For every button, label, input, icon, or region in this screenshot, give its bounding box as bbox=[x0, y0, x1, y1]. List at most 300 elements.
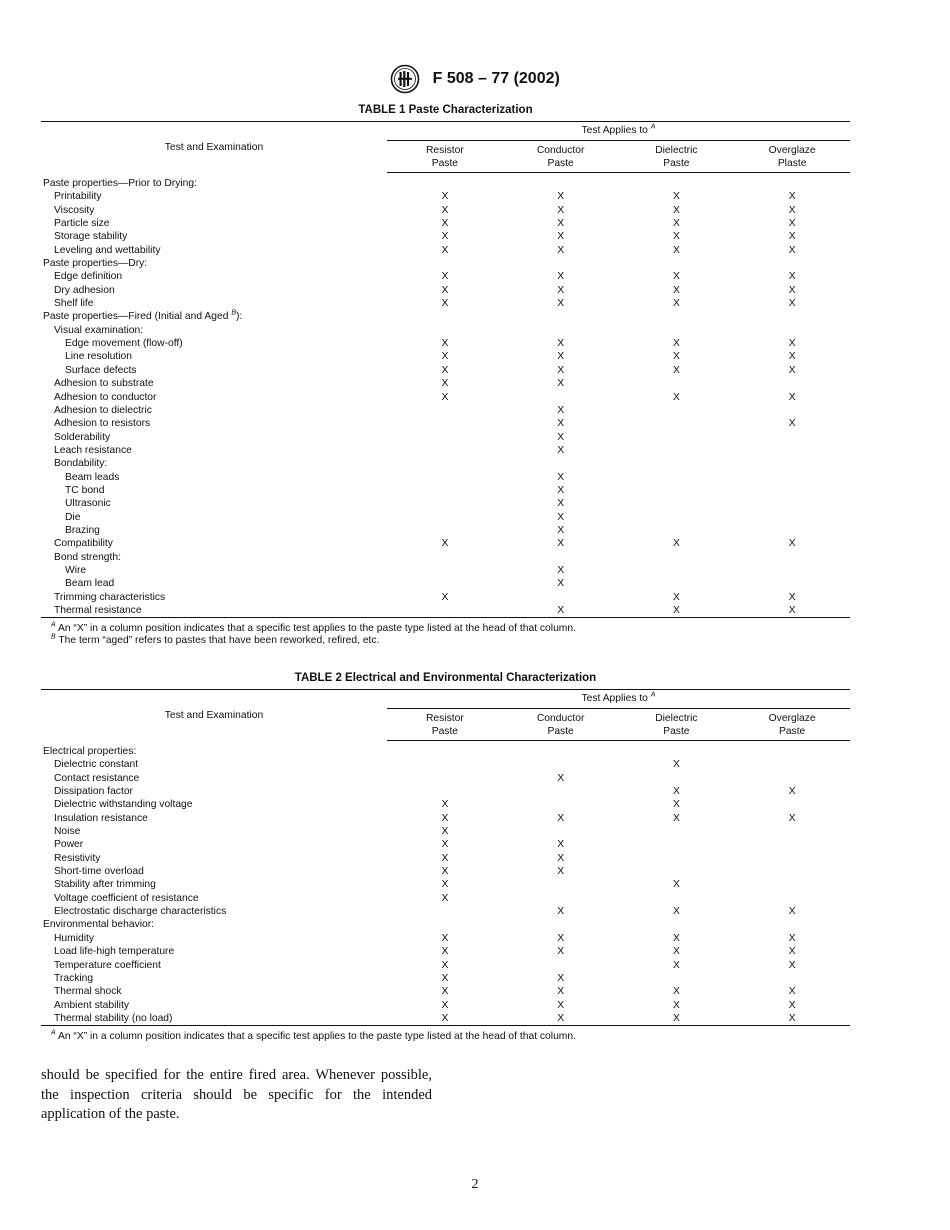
table-row bbox=[41, 364, 850, 377]
applies-mark bbox=[734, 497, 850, 510]
applies-mark: X bbox=[672, 932, 680, 944]
table-2 bbox=[41, 672, 850, 1043]
applies-mark bbox=[619, 892, 735, 905]
applies-mark: X bbox=[672, 204, 680, 216]
row-label: Thermal shock bbox=[54, 986, 122, 998]
row-label: TC bond bbox=[65, 484, 105, 496]
row-label: Electrostatic discharge characteristics bbox=[54, 906, 227, 918]
applies-mark: X bbox=[441, 946, 449, 958]
applies-mark: X bbox=[557, 218, 565, 230]
applies-mark bbox=[387, 524, 503, 537]
applies-mark: X bbox=[557, 418, 565, 430]
table-row bbox=[41, 852, 850, 865]
applies-mark: X bbox=[557, 404, 565, 416]
applies-mark: X bbox=[788, 338, 796, 350]
applies-mark bbox=[734, 431, 850, 444]
row-label: Edge movement (flow-off) bbox=[65, 338, 183, 350]
applies-mark: X bbox=[557, 244, 565, 256]
applies-mark: X bbox=[619, 1012, 735, 1026]
applies-mark: X bbox=[672, 538, 680, 550]
applies-mark bbox=[619, 417, 735, 430]
table-row bbox=[41, 972, 850, 985]
applies-mark bbox=[619, 741, 735, 759]
applies-mark bbox=[503, 785, 619, 798]
row-label: Resistivity bbox=[54, 852, 101, 864]
row-label: Temperature coefficient bbox=[54, 959, 161, 971]
applies-mark: X bbox=[672, 759, 680, 771]
applies-mark: X bbox=[557, 564, 565, 576]
applies-mark bbox=[503, 741, 619, 759]
applies-mark bbox=[734, 972, 850, 985]
applies-mark bbox=[387, 324, 503, 337]
applies-mark: X bbox=[788, 231, 796, 243]
applies-mark: X bbox=[557, 191, 565, 203]
applies-mark: X bbox=[557, 471, 565, 483]
row-label: Shelf life bbox=[54, 298, 94, 310]
applies-mark bbox=[619, 257, 735, 270]
applies-mark: X bbox=[672, 999, 680, 1011]
applies-mark: X bbox=[557, 511, 565, 523]
table-row bbox=[41, 244, 850, 257]
paste-column-header: Dielectric Paste bbox=[619, 709, 735, 741]
applies-mark bbox=[734, 825, 850, 838]
applies-mark bbox=[619, 484, 735, 497]
table-row bbox=[41, 350, 850, 363]
applies-mark bbox=[619, 511, 735, 524]
applies-mark bbox=[619, 173, 735, 191]
applies-mark: X bbox=[788, 538, 796, 550]
applies-mark: X bbox=[672, 986, 680, 998]
table-row bbox=[41, 878, 850, 891]
applies-mark: X bbox=[672, 879, 680, 891]
applies-mark: X bbox=[788, 391, 796, 403]
applies-mark: X bbox=[441, 932, 449, 944]
applies-mark bbox=[387, 444, 503, 457]
table-row bbox=[41, 551, 850, 564]
table-row bbox=[41, 297, 850, 310]
applies-mark: X bbox=[557, 972, 565, 984]
table-row bbox=[41, 431, 850, 444]
applies-mark: X bbox=[441, 538, 449, 550]
applies-mark bbox=[619, 444, 735, 457]
row-label: Beam leads bbox=[65, 471, 120, 483]
applies-mark: X bbox=[672, 364, 680, 376]
applies-mark: X bbox=[557, 444, 565, 456]
table-row bbox=[41, 577, 850, 590]
applies-mark bbox=[734, 838, 850, 851]
applies-mark bbox=[734, 524, 850, 537]
row-label: Adhesion to resistors bbox=[54, 418, 151, 430]
applies-mark bbox=[734, 564, 850, 577]
applies-mark: X bbox=[788, 986, 796, 998]
applies-mark bbox=[734, 892, 850, 905]
applies-mark bbox=[619, 772, 735, 785]
applies-mark: X bbox=[557, 772, 565, 784]
table-2-footnotes bbox=[41, 1031, 850, 1043]
applies-mark: X bbox=[557, 338, 565, 350]
applies-mark bbox=[387, 173, 503, 191]
row-label: Storage stability bbox=[54, 231, 128, 243]
applies-mark bbox=[734, 918, 850, 931]
row-label: Visual examination: bbox=[54, 324, 144, 336]
applies-mark: X bbox=[441, 298, 449, 310]
applies-mark: X bbox=[788, 591, 796, 603]
table-row bbox=[41, 310, 850, 323]
applies-mark: X bbox=[557, 431, 565, 443]
applies-mark bbox=[619, 324, 735, 337]
row-label: Humidity bbox=[54, 932, 95, 944]
applies-mark bbox=[503, 551, 619, 564]
applies-mark: X bbox=[441, 338, 449, 350]
applies-mark bbox=[387, 741, 503, 759]
row-label: Electrical properties: bbox=[43, 745, 137, 757]
applies-mark: X bbox=[788, 999, 796, 1011]
applies-mark bbox=[503, 324, 619, 337]
applies-mark: X bbox=[788, 271, 796, 283]
table-row bbox=[41, 511, 850, 524]
applies-mark bbox=[734, 772, 850, 785]
applies-mark: X bbox=[441, 826, 449, 838]
applies-mark bbox=[387, 417, 503, 430]
row-label: Paste properties—Dry: bbox=[43, 258, 148, 270]
applies-mark bbox=[734, 444, 850, 457]
table-row bbox=[41, 457, 850, 470]
applies-mark bbox=[619, 564, 735, 577]
applies-mark bbox=[503, 798, 619, 811]
row-label: Paste properties—Prior to Drying: bbox=[43, 177, 197, 189]
applies-mark: X bbox=[672, 946, 680, 958]
row-label: Thermal resistance bbox=[41, 604, 387, 618]
applies-mark: X bbox=[557, 298, 565, 310]
table-row bbox=[41, 217, 850, 230]
table-1-footnotes bbox=[41, 623, 850, 647]
applies-mark bbox=[734, 551, 850, 564]
document-designation: F 508 – 77 (2002) bbox=[432, 70, 560, 87]
applies-mark bbox=[619, 825, 735, 838]
applies-mark bbox=[619, 310, 735, 323]
table-row bbox=[41, 892, 850, 905]
table-row bbox=[41, 471, 850, 484]
table-row bbox=[41, 865, 850, 878]
row-label: Ultrasonic bbox=[65, 498, 111, 510]
table-row bbox=[41, 604, 850, 618]
table-row bbox=[41, 270, 850, 283]
row-label: Short-time overload bbox=[54, 866, 144, 878]
applies-mark bbox=[387, 404, 503, 417]
applies-mark: X bbox=[441, 999, 449, 1011]
row-label: Adhesion to dielectric bbox=[54, 404, 152, 416]
applies-mark: X bbox=[788, 351, 796, 363]
row-label: Adhesion to substrate bbox=[54, 378, 154, 390]
row-label: Viscosity bbox=[54, 204, 95, 216]
paste-column-header: Resistor Paste bbox=[387, 141, 503, 173]
paste-column-header: Overglaze Plaste bbox=[734, 141, 850, 173]
applies-mark bbox=[503, 310, 619, 323]
applies-mark bbox=[387, 918, 503, 931]
row-label: Die bbox=[65, 511, 81, 523]
applies-mark bbox=[503, 457, 619, 470]
applies-mark: X bbox=[788, 932, 796, 944]
applies-mark bbox=[734, 511, 850, 524]
applies-mark: X bbox=[557, 999, 565, 1011]
applies-mark: X bbox=[788, 418, 796, 430]
table-1-grid bbox=[41, 121, 850, 618]
applies-mark bbox=[503, 391, 619, 404]
applies-mark bbox=[387, 905, 503, 918]
table-row bbox=[41, 772, 850, 785]
table-row bbox=[41, 999, 850, 1012]
footnote: $^A$ An “X” in a column position indicates that a specific test applies to the paste type listed at the head of that column. bbox=[51, 1029, 576, 1043]
applies-mark bbox=[619, 838, 735, 851]
applies-mark bbox=[734, 257, 850, 270]
applies-mark: X bbox=[441, 284, 449, 296]
applies-mark: X bbox=[441, 972, 449, 984]
row-label: Insulation resistance bbox=[54, 812, 148, 824]
applies-mark: X bbox=[672, 906, 680, 918]
applies-mark: X bbox=[672, 244, 680, 256]
applies-mark: X bbox=[503, 1012, 619, 1026]
applies-mark: X bbox=[788, 959, 796, 971]
applies-mark: X bbox=[441, 204, 449, 216]
table-row bbox=[41, 257, 850, 270]
table-row bbox=[41, 404, 850, 417]
applies-mark: X bbox=[557, 524, 565, 536]
applies-mark: X bbox=[672, 284, 680, 296]
applies-mark bbox=[387, 604, 503, 618]
row-label: Leach resistance bbox=[54, 444, 132, 456]
applies-mark bbox=[503, 892, 619, 905]
applies-mark: X bbox=[672, 786, 680, 798]
test-column-header: Test and Examination bbox=[41, 690, 387, 741]
table-row bbox=[41, 798, 850, 811]
applies-mark: X bbox=[441, 591, 449, 603]
applies-mark: X bbox=[557, 866, 565, 878]
row-label: Adhesion to conductor bbox=[54, 391, 157, 403]
row-label: Bondability: bbox=[54, 458, 108, 470]
row-label: Paste properties—Fired (Initial and Aged $^B$): bbox=[43, 310, 243, 323]
applies-mark bbox=[503, 959, 619, 972]
applies-mark bbox=[619, 377, 735, 390]
row-label: Tracking bbox=[54, 972, 94, 984]
applies-mark: X bbox=[557, 932, 565, 944]
applies-mark: X bbox=[788, 218, 796, 230]
applies-mark: X bbox=[557, 986, 565, 998]
row-label: Leveling and wettability bbox=[54, 244, 161, 256]
row-label: Noise bbox=[54, 826, 81, 838]
applies-mark: X bbox=[557, 364, 565, 376]
applies-mark bbox=[387, 758, 503, 771]
paste-column-header: Dielectric Paste bbox=[619, 141, 735, 173]
row-label: Bond strength: bbox=[54, 551, 121, 563]
applies-mark bbox=[503, 878, 619, 891]
applies-mark: X bbox=[788, 786, 796, 798]
row-label: Dielectric withstanding voltage bbox=[54, 799, 193, 811]
applies-mark: X bbox=[557, 498, 565, 510]
table-2-grid bbox=[41, 689, 850, 1026]
table-row bbox=[41, 812, 850, 825]
applies-mark bbox=[619, 404, 735, 417]
applies-mark: X bbox=[672, 799, 680, 811]
applies-mark: X bbox=[557, 484, 565, 496]
applies-mark: X bbox=[441, 892, 449, 904]
applies-mark bbox=[619, 471, 735, 484]
table-row bbox=[41, 337, 850, 350]
applies-mark bbox=[619, 497, 735, 510]
applies-mark bbox=[734, 878, 850, 891]
applies-mark: X bbox=[788, 364, 796, 376]
applies-mark: X bbox=[672, 591, 680, 603]
applies-mark: X bbox=[557, 852, 565, 864]
applies-mark: X bbox=[557, 271, 565, 283]
applies-mark bbox=[619, 551, 735, 564]
table-row bbox=[41, 1012, 850, 1026]
applies-mark bbox=[619, 852, 735, 865]
applies-mark: X bbox=[672, 338, 680, 350]
table-row bbox=[41, 838, 850, 851]
applies-mark bbox=[619, 918, 735, 931]
page-header bbox=[0, 64, 950, 94]
applies-mark bbox=[734, 798, 850, 811]
applies-mark bbox=[734, 758, 850, 771]
table-row bbox=[41, 391, 850, 404]
applies-mark bbox=[734, 324, 850, 337]
applies-mark: X bbox=[788, 298, 796, 310]
applies-mark: X bbox=[734, 1012, 850, 1026]
applies-mark bbox=[503, 825, 619, 838]
table-row bbox=[41, 444, 850, 457]
applies-mark: X bbox=[441, 839, 449, 851]
applies-mark: X bbox=[788, 204, 796, 216]
applies-mark: X bbox=[557, 284, 565, 296]
applies-mark: X bbox=[441, 391, 449, 403]
footnote: $^A$ An “X” in a column position indicates that a specific test applies to the paste type listed at the head of that column. bbox=[51, 621, 576, 635]
applies-mark bbox=[387, 484, 503, 497]
row-label: Dissipation factor bbox=[54, 786, 133, 798]
applies-mark: X bbox=[441, 218, 449, 230]
table-row bbox=[41, 985, 850, 998]
applies-mark: X bbox=[557, 578, 565, 590]
table-row bbox=[41, 377, 850, 390]
table-row bbox=[41, 190, 850, 203]
applies-mark: X bbox=[672, 959, 680, 971]
paste-column-header: Resistor Paste bbox=[387, 709, 503, 741]
astm-logo-icon bbox=[390, 64, 420, 94]
table-row bbox=[41, 905, 850, 918]
body-line: the inspection criteria should be specific for the intended bbox=[41, 1086, 432, 1103]
applies-mark bbox=[619, 972, 735, 985]
table-row bbox=[41, 825, 850, 838]
page-number: 2 bbox=[471, 1177, 479, 1192]
table-row bbox=[41, 785, 850, 798]
applies-mark: X bbox=[441, 879, 449, 891]
table-row bbox=[41, 591, 850, 604]
applies-to-header: Test Applies to $^A$ bbox=[387, 690, 850, 709]
applies-mark bbox=[387, 257, 503, 270]
applies-mark bbox=[503, 591, 619, 604]
table-row bbox=[41, 741, 850, 759]
table-row bbox=[41, 918, 850, 931]
applies-mark: X bbox=[557, 204, 565, 216]
footnote: $^B$ The term “aged” refers to pastes that have been reworked, refired, etc. bbox=[51, 633, 380, 647]
row-label: Stability after trimming bbox=[54, 879, 156, 891]
applies-mark bbox=[734, 404, 850, 417]
table-row bbox=[41, 959, 850, 972]
applies-mark: X bbox=[672, 218, 680, 230]
table-row bbox=[41, 758, 850, 771]
row-label: Environmental behavior: bbox=[43, 919, 155, 931]
applies-mark bbox=[387, 785, 503, 798]
applies-mark: X bbox=[557, 946, 565, 958]
applies-mark: X bbox=[441, 364, 449, 376]
row-label: Particle size bbox=[54, 218, 110, 230]
table-row bbox=[41, 324, 850, 337]
applies-mark bbox=[387, 471, 503, 484]
applies-mark: X bbox=[441, 244, 449, 256]
applies-mark: X bbox=[441, 271, 449, 283]
row-label: Power bbox=[54, 839, 84, 851]
table-row bbox=[41, 417, 850, 430]
applies-mark: X bbox=[441, 812, 449, 824]
applies-mark: X bbox=[441, 986, 449, 998]
applies-mark bbox=[734, 457, 850, 470]
applies-mark: X bbox=[734, 604, 850, 618]
table-row bbox=[41, 945, 850, 958]
applies-mark bbox=[619, 457, 735, 470]
applies-mark bbox=[387, 310, 503, 323]
body-line: application of the paste. bbox=[41, 1106, 180, 1122]
applies-mark: X bbox=[557, 231, 565, 243]
applies-mark: X bbox=[788, 284, 796, 296]
row-label: Surface defects bbox=[65, 364, 137, 376]
applies-mark bbox=[387, 564, 503, 577]
applies-mark: X bbox=[387, 1012, 503, 1026]
applies-mark: X bbox=[557, 538, 565, 550]
table-row bbox=[41, 204, 850, 217]
row-label: Trimming characteristics bbox=[54, 591, 166, 603]
applies-mark bbox=[503, 918, 619, 931]
applies-mark bbox=[734, 471, 850, 484]
applies-mark: X bbox=[788, 191, 796, 203]
applies-mark bbox=[503, 758, 619, 771]
applies-mark: X bbox=[557, 839, 565, 851]
row-label: Load life-high temperature bbox=[54, 946, 175, 958]
applies-mark: X bbox=[441, 959, 449, 971]
row-label: Edge definition bbox=[54, 271, 123, 283]
applies-mark bbox=[734, 741, 850, 759]
applies-mark: X bbox=[672, 231, 680, 243]
applies-mark: X bbox=[441, 852, 449, 864]
row-label: Ambient stability bbox=[54, 999, 129, 1011]
applies-mark: X bbox=[441, 351, 449, 363]
applies-mark: X bbox=[441, 866, 449, 878]
applies-mark: X bbox=[619, 604, 735, 618]
applies-mark bbox=[734, 310, 850, 323]
applies-mark: X bbox=[503, 604, 619, 618]
applies-mark: X bbox=[672, 391, 680, 403]
row-label: Compatibility bbox=[54, 538, 113, 550]
applies-mark: X bbox=[672, 812, 680, 824]
applies-mark bbox=[734, 173, 850, 191]
applies-mark: X bbox=[557, 378, 565, 390]
row-label: Contact resistance bbox=[54, 772, 140, 784]
applies-mark bbox=[387, 577, 503, 590]
table-row bbox=[41, 932, 850, 945]
row-label: Dry adhesion bbox=[54, 284, 115, 296]
applies-mark: X bbox=[441, 231, 449, 243]
row-label: Thermal stability (no load) bbox=[41, 1012, 387, 1026]
row-label: Dielectric constant bbox=[54, 759, 139, 771]
row-label: Wire bbox=[65, 564, 87, 576]
